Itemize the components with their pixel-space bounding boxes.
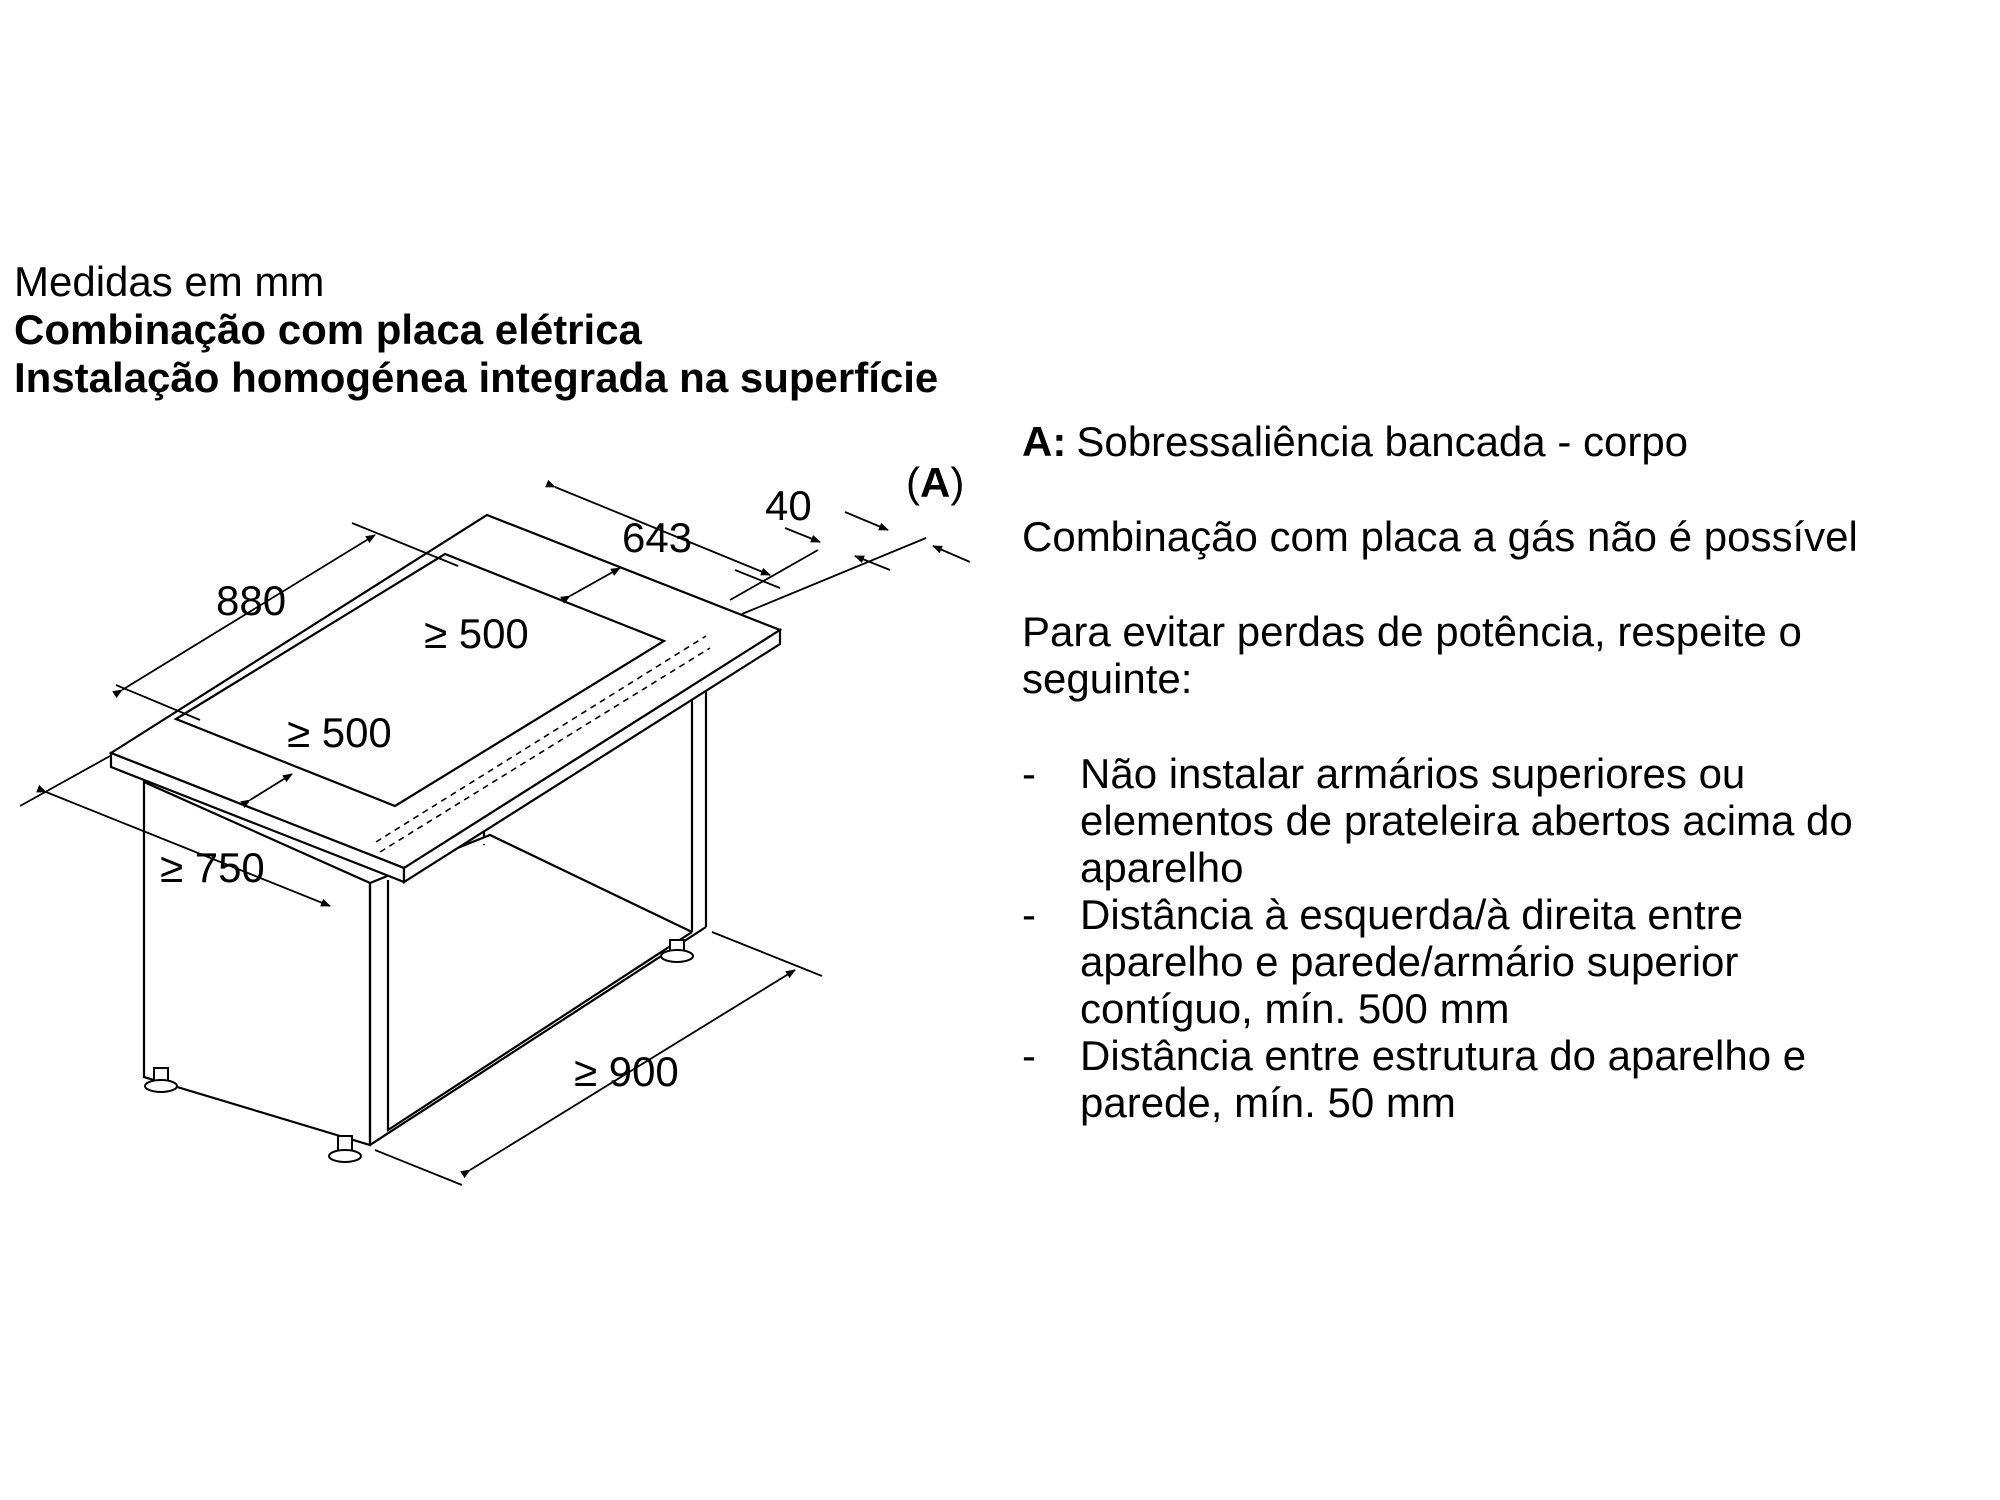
cabinet-front-bottom-edge	[370, 927, 706, 1145]
bullet-dash: -	[1022, 750, 1036, 797]
ext-900-right	[712, 932, 822, 976]
requirements-list	[1022, 750, 1982, 1126]
list-item	[1022, 891, 1982, 1032]
bullet-text: Distância à esquerda/à direita entre aparelho e parede/armário superior contíguo, mín. 500 mm	[1080, 891, 1744, 1032]
label-880: 880	[216, 577, 287, 624]
ext-880-left	[116, 685, 200, 720]
intro-note: Para evitar perdas de potência, respeite o seguinte:	[1022, 608, 1802, 702]
foot-right	[661, 950, 693, 962]
dim-a-left	[845, 512, 888, 530]
label-40: 40	[765, 482, 812, 529]
note-a	[1022, 418, 1982, 465]
notes	[1022, 418, 1982, 1126]
label-cutout-depth: ≥ 500	[424, 610, 529, 657]
list-item	[1022, 750, 1982, 891]
foot-left	[145, 1080, 177, 1092]
ext-overhang-2	[742, 538, 926, 614]
foot-front	[329, 1150, 361, 1162]
label-cutout-width: ≥ 500	[287, 709, 392, 756]
ext-900-left	[375, 1150, 462, 1185]
dim-a-right	[933, 546, 970, 562]
dim-40-right	[855, 556, 890, 570]
dim-40-left	[785, 528, 820, 542]
label-643: 643	[622, 514, 693, 561]
note-a-text: Sobressaliência bancada - corpo	[1076, 418, 1689, 465]
note-a-key: A:	[1022, 418, 1067, 465]
page-subtitle: Instalação homogénea integrada na superfície	[14, 354, 939, 401]
bullet-text: Distância entre estrutura do aparelho e parede, mín. 50 mm	[1080, 1032, 1807, 1126]
label-a: (A)	[906, 459, 965, 506]
bullet-dash: -	[1022, 891, 1036, 938]
page-title: Combinação com placa elétrica	[14, 306, 642, 353]
ext-750-top	[20, 756, 110, 806]
bullet-text: Não instalar armários superiores ou elementos de prateleira abertos acima do aparelho	[1080, 750, 1853, 891]
list-item	[1022, 1032, 1982, 1126]
label-cabinet-height: ≥ 750	[160, 844, 265, 891]
units-note: Medidas em mm	[14, 258, 325, 305]
bullet-dash: -	[1022, 1032, 1036, 1079]
ext-overhang-1	[730, 550, 818, 600]
label-cabinet-width: ≥ 900	[574, 1048, 679, 1095]
gas-note: Combinação com placa a gás não é possível	[1022, 513, 1858, 560]
